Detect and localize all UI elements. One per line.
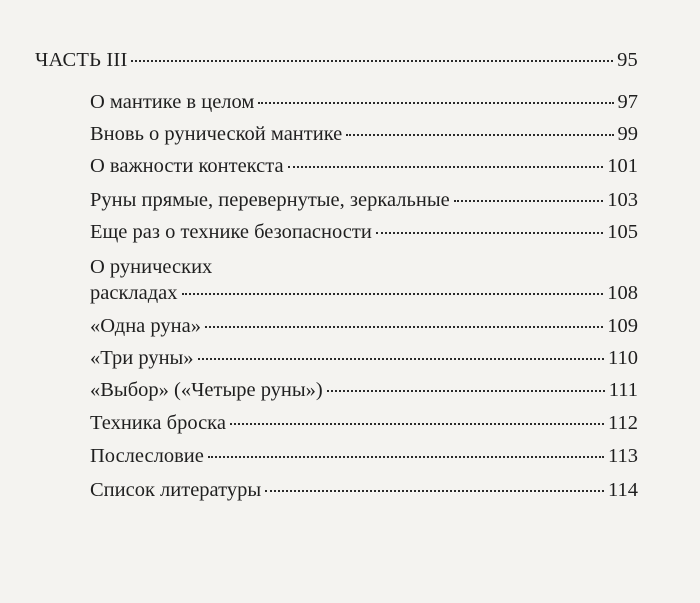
toc-entry — [90, 411, 638, 435]
toc-entry — [90, 314, 638, 338]
toc-entry-title: О важности контекста — [90, 155, 284, 177]
toc-entry-title: Руны прямые, перевернутые, зеркальные — [90, 189, 450, 211]
toc-entry — [90, 281, 638, 305]
toc-page-number: 105 — [607, 221, 638, 243]
dot-leader — [376, 232, 603, 234]
dot-leader — [205, 326, 603, 328]
toc-entry — [90, 478, 638, 502]
toc-page-number: 99 — [617, 123, 638, 145]
toc-page-number: 109 — [607, 315, 638, 337]
dot-leader — [288, 166, 604, 168]
toc-entry-title-first-line: О рунических — [90, 256, 213, 278]
toc-entry-title: «Одна руна» — [90, 315, 201, 337]
dot-leader — [454, 200, 604, 202]
dot-leader — [131, 60, 613, 62]
toc-part-title: ЧАСТЬ III — [35, 49, 128, 71]
toc-page-number: 97 — [617, 91, 638, 113]
dot-leader — [182, 293, 604, 295]
toc-entry-title: Еще раз о технике безопасности — [90, 221, 372, 243]
toc-page-number: 114 — [608, 479, 638, 501]
toc-entry-title: «Три руны» — [90, 347, 194, 369]
toc-entry-title: Список литературы — [90, 479, 262, 501]
toc-entry-title: Техника броска — [90, 412, 226, 434]
toc-entry — [90, 378, 638, 402]
toc-entry — [90, 444, 638, 468]
toc-entry-title: Вновь о рунической мантике — [90, 123, 343, 145]
dot-leader — [346, 134, 613, 136]
toc-page-number: 108 — [607, 282, 638, 304]
toc-page-number: 95 — [617, 49, 638, 71]
toc-entry — [90, 220, 638, 244]
toc-entry-title: раскладах — [90, 282, 178, 304]
dot-leader — [258, 102, 613, 104]
toc-page-number: 112 — [608, 412, 638, 434]
dot-leader — [230, 423, 604, 425]
toc-part-heading — [35, 48, 638, 72]
toc-page-number: 103 — [607, 189, 638, 211]
toc-page-number: 111 — [608, 379, 638, 401]
dot-leader — [198, 358, 604, 360]
dot-leader — [327, 390, 605, 392]
toc-entry-title: О мантике в целом — [90, 91, 255, 113]
toc-entry — [90, 154, 638, 178]
toc-entry — [90, 90, 638, 114]
toc-page-number: 110 — [608, 347, 638, 369]
toc-entry — [90, 346, 638, 370]
toc-entry — [90, 122, 638, 146]
toc-entry-title: Послесловие — [90, 445, 204, 467]
toc-page-number: 113 — [608, 445, 638, 467]
dot-leader — [208, 456, 604, 458]
toc-entry-title: «Выбор» («Четыре руны») — [90, 379, 323, 401]
toc-entry — [90, 188, 638, 212]
dot-leader — [265, 490, 604, 492]
toc-page-number: 101 — [607, 155, 638, 177]
